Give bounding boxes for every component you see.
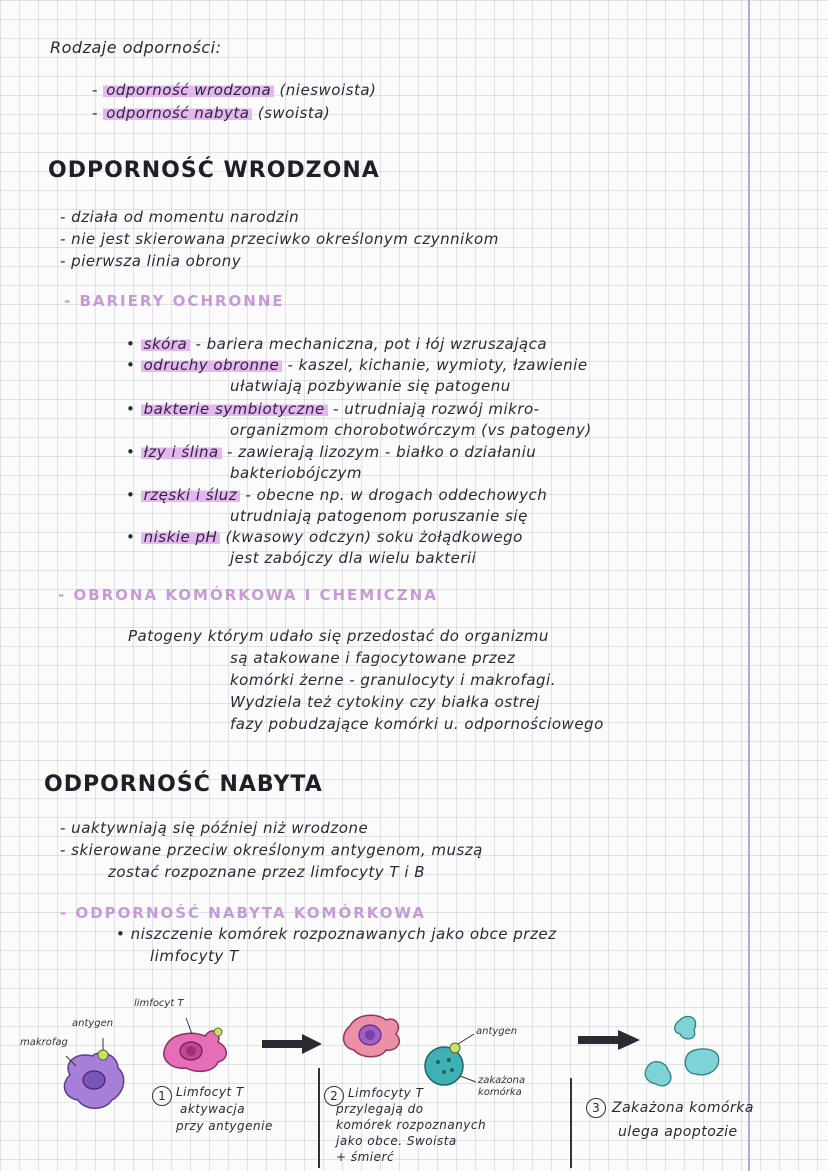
- cellular-line: Patogeny którym udało się przedostać do organizmu: [128, 627, 549, 645]
- barrier-cont: utrudniają patogenom poruszanie się: [230, 507, 528, 525]
- barrier-item: • skóra - bariera mechaniczna, pot i łój wzruszająca: [126, 335, 548, 353]
- barrier-item: • łzy i ślina - zawierają lizozym - białko o działaniu: [126, 443, 537, 461]
- step-text: + śmierć: [336, 1150, 395, 1164]
- type-acquired-name: odporność nabyta: [103, 104, 252, 122]
- barrier-item: • odruchy obronne - kaszel, kichanie, wymioty, łzawienie: [126, 356, 588, 374]
- label-antygen: antygen: [72, 1018, 114, 1029]
- barrier-key: odruchy obronne: [141, 356, 283, 374]
- step-divider: [570, 1078, 572, 1168]
- innate-point: - nie jest skierowana przeciwko określonym czynnikom: [60, 230, 499, 248]
- makrofag-nucleus: [83, 1071, 105, 1089]
- barrier-cont: organizmom chorobotwórczym (vs patogeny): [230, 421, 592, 439]
- cellular-line: Wydziela też cytokiny czy białka ostrej: [230, 693, 541, 711]
- acquired-heading: ODPORNOŚĆ NABYTA: [44, 772, 323, 797]
- label-limfocyt: limfocyt T: [134, 998, 184, 1009]
- innate-point: - działa od momentu narodzin: [60, 208, 300, 226]
- apoptotic-fragment: [675, 1016, 696, 1039]
- arrow-icon: [262, 1034, 322, 1054]
- barrier-text: - kaszel, kichanie, wymioty, łzawienie: [282, 356, 588, 374]
- innate-point: - pierwsza linia obrony: [60, 252, 242, 270]
- bullet: -: [92, 81, 98, 99]
- step-text: Zakażona komórka: [612, 1100, 754, 1116]
- acquired-point: - uaktywniają się później niż wrodzone: [60, 819, 369, 837]
- barrier-cont: bakteriobójczym: [230, 464, 362, 482]
- innate-heading: ODPORNOŚĆ WRODZONA: [48, 158, 380, 183]
- apoptotic-fragment: [645, 1062, 671, 1086]
- antygen-dot: [214, 1028, 222, 1036]
- cellular-line: fazy pobudzające komórki u. odpornościowego: [230, 715, 604, 733]
- acquired-point: - skierowane przeciw określonym antygenom, muszą: [60, 841, 483, 859]
- step-text: komórek rozpoznanych: [336, 1118, 487, 1132]
- step-text: Limfocyty T: [348, 1086, 424, 1100]
- barrier-text: (kwasowy odczyn) soku żołądkowego: [220, 528, 523, 546]
- barrier-cont: ułatwiają pozbywanie się patogenu: [230, 377, 511, 395]
- barrier-item: • rzęski i śluz - obecne np. w drogach oddechowych: [126, 486, 548, 504]
- step-text: aktywacja: [180, 1102, 246, 1116]
- page-title: Rodzaje odporności:: [50, 38, 222, 57]
- type-acquired: [92, 103, 330, 123]
- barriers-heading: - BARIERY OCHRONNE: [64, 292, 285, 310]
- barrier-item: • niskie pH (kwasowy odczyn) soku żołądkowego: [126, 528, 523, 546]
- barrier-text: - obecne np. w drogach oddechowych: [240, 486, 548, 504]
- step-text: przylegają do: [336, 1102, 424, 1116]
- barrier-key: rzęski i śluz: [141, 486, 241, 504]
- barrier-key: skóra: [141, 335, 191, 353]
- acquired-cellular-line: limfocyty T: [150, 947, 239, 965]
- type-innate-name: odporność wrodzona: [103, 81, 274, 99]
- barrier-text: - bariera mechaniczna, pot i łój wzruszająca: [190, 335, 548, 353]
- step-text: jako obce. Swoista: [336, 1134, 457, 1148]
- barrier-text: - utrudniają rozwój mikro-: [327, 400, 540, 418]
- label-zakazona: zakażona komórka: [478, 1075, 526, 1098]
- label-antygen: antygen: [476, 1026, 518, 1037]
- barrier-text: - zawierają lizozym - białko o działaniu: [221, 443, 537, 461]
- acquired-point: zostać rozpoznane przez limfocyty T i B: [108, 863, 426, 881]
- step-divider: [318, 1068, 320, 1168]
- barrier-key: niskie pH: [141, 528, 221, 546]
- acquired-cellular-heading: - ODPORNOŚĆ NABYTA KOMÓRKOWA: [60, 904, 426, 922]
- bullet: -: [92, 104, 98, 122]
- type-innate: [92, 80, 376, 100]
- antygen-dot: [450, 1043, 460, 1053]
- antygen-dot: [98, 1050, 108, 1060]
- step-text: przy antygenie: [176, 1119, 273, 1133]
- barrier-key: bakterie symbiotyczne: [141, 400, 328, 418]
- acquired-cellular-line: • niszczenie komórek rozpoznawanych jako obce przez: [116, 925, 557, 943]
- cellular-line: są atakowane i fagocytowane przez: [230, 649, 516, 667]
- step-text: Limfocyt T: [176, 1085, 244, 1099]
- step-number: 2: [324, 1086, 344, 1106]
- barrier-item: • bakterie symbiotyczne - utrudniają rozwój mikro-: [126, 400, 540, 418]
- barrier-key: łzy i ślina: [141, 443, 222, 461]
- step-text: ulega apoptozie: [618, 1124, 738, 1140]
- apoptotic-fragment: [685, 1049, 719, 1075]
- barrier-cont: jest zabójczy dla wielu bakterii: [230, 549, 477, 567]
- type-innate-note: (nieswoista): [279, 81, 377, 99]
- type-acquired-note: (swoista): [257, 104, 331, 122]
- cellular-chemical-heading: - OBRONA KOMÓRKOWA I CHEMICZNA: [58, 586, 438, 604]
- cellular-line: komórki żerne - granulocyty i makrofagi.: [230, 671, 556, 689]
- label-makrofag: makrofag: [20, 1037, 68, 1048]
- arrow-icon: [578, 1030, 640, 1050]
- step-number: 3: [586, 1098, 606, 1118]
- step-number: 1: [152, 1086, 172, 1106]
